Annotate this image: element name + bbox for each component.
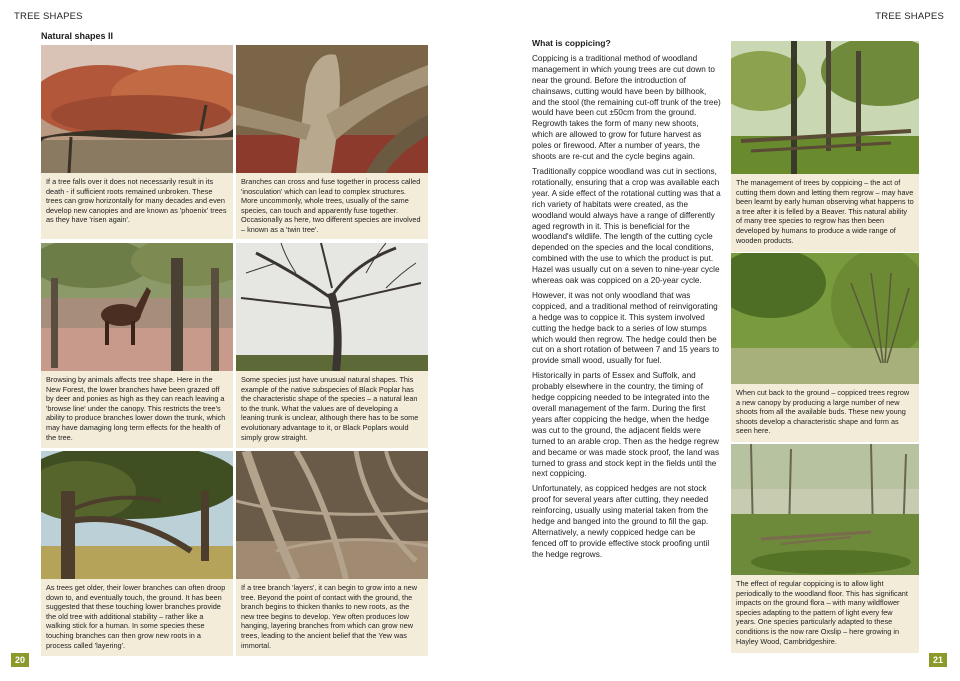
article-paragraph: Coppicing is a traditional method of woodland management in which young trees are cut down to near the ground. Before the introduction of chainsaws, cutting would have been by billhook, and the stool (the remaining cut-off trunk of the tree) would have been cut ±50cm from the ground. Regrowth takes the form of many new shoots, which are allowed to grow for future harvest as poles or firewood. After a number of years, the shoots are re-cut and the cycle begins again.	[532, 53, 721, 162]
caption-black-poplar: Some species just have unusual natural shapes. This example of the native subspecies of Black Poplar has the characteristic shape of the species – a natural lean to the trunk. What the values are of developing a leaning trunk is unclear, although there has to be some evolutionary advantage to it, or Black Poplars would simply grow straight.	[236, 371, 428, 448]
article-paragraph: Historically in parts of Essex and Suffolk, and probably elsewhere in the country, the timing of hedge coppicing needed to be integrated into the overall management of the farm. During the first years after coppicing the hedge, when the hedge was cut to the ground, the adjacent fields were turned to an arable crop. Then as the hedge regrew and became or was made stock proof, the land was turned to grass and stock kept in the fields until the next coppicing.	[532, 371, 720, 479]
photo-twin-tree	[236, 45, 428, 173]
running-header-right: TREE SHAPES	[875, 11, 944, 22]
photo-browse-line	[41, 243, 233, 371]
article-paragraph: However, it was not only woodland that was coppiced, and a traditional method of reinvigorating a hedge was to coppice it. This system involved cutting the hedge back to a series of low stumps which would then regrow. The hedge could then be cut on a short rotation of between 7 and 15 years to provide small wood, usually for fuel.	[532, 290, 720, 366]
caption-yew-layering: If a tree branch 'layers', it can begin to grow into a new tree. Beyond the point of contact with the ground, the branch begins to thicken thanks to new roots, as the new tree begins to develop. Yew often produces low hanging, layering branches from which can grow new trees, leading to the ancient belief that the Yew was immortal.	[236, 579, 428, 656]
article-paragraph: Traditionally coppice woodland was cut in sections, rotationally, ensuring that a crop was available each year. A side effect of the rotational cutting was that a rich variety of habitats were created, as the woodland would always have a range of differently aged regrowth in it. This is beneficial for the woodland's wildlife. The length of the cutting cycle depended on the species and the local conditions, combined with the use to which the product is put. Hazel was usually cut on a seven to nine-year cycle whereas oak was coppiced on a 20-year cycle.	[532, 166, 721, 286]
running-header-left: TREE SHAPES	[14, 11, 83, 22]
page-number-left: 20	[11, 653, 29, 667]
photo-drooping-branches	[41, 451, 233, 579]
article-paragraph: Unfortunately, as coppiced hedges are not stock proof for several years after cutting, they needed reinforcing, usually using material taken from the hedge and banged into the ground to fill the gap. Alternatively, a newly coppiced hedge can be fenced off to provide effective stock proofing until the hedge regrows.	[532, 484, 710, 559]
photo-woodland-floor	[731, 444, 919, 575]
photo-yew-layering	[236, 451, 428, 579]
caption-felled-trees: The management of trees by coppicing – the act of cutting them down and letting them regrow – may have been learnt by early human observing what happens to a tree after it is felled by a Beaver. This natural ability of many tree species to regrow has then been developed by humans to produce a wide range of wooden products.	[731, 174, 919, 252]
caption-coppice-regrowth: When cut back to the ground – coppiced trees regrow a new canopy by producing a large number of new shoots from all the available buds. These new young shoots develop a characteristic shape and form as seen here.	[731, 384, 919, 442]
caption-browse-line: Browsing by animals affects tree shape. Here in the New Forest, the lower branches have been grazed off by deer and ponies as high as they can reach leaving a 'browse line' under the canopy. This restricts the tree's ability to produce branches lower down the trunk, which may have damaging long term effects for the health of the tree.	[41, 371, 233, 448]
caption-phoenix-tree: If a tree falls over it does not necessarily result in its death - if sufficient roots remained unbroken. These trees can grow horizontally for many decades and even develop new canopies and are known as 'phoenix' trees as they have 'risen again'.	[41, 173, 233, 239]
photo-black-poplar	[236, 243, 428, 371]
photo-phoenix-tree	[41, 45, 233, 173]
coppicing-article	[532, 38, 721, 565]
photo-coppice-regrowth	[731, 253, 919, 384]
caption-twin-tree: Branches can cross and fuse together in process called 'inosculation' which can lead to complex structures. More uncommonly, whole trees, usually of the same species, can touch and apparently fuse together. Occasionally as here, two different species are involved – known as a 'twin tree'.	[236, 173, 428, 239]
photo-felled-trees	[731, 41, 919, 174]
page-number-right: 21	[929, 653, 947, 667]
caption-drooping-branches: As trees get older, their lower branches can often droop down to, and eventually touch, the ground. It has been suggested that these touching lower branches provide the old tree with additional stability – rather like a walking stick for a human. In some species these touching branches can then grow new roots in a process called 'layering'.	[41, 579, 233, 656]
article-title: What is coppicing?	[532, 38, 611, 48]
section-subheading: Natural shapes II	[41, 31, 114, 41]
caption-woodland-floor: The effect of regular coppicing is to allow light periodically to the woodland floor. This has significant impacts on the ground flora – with many wildflower species adapting to the pattern of light every few years. One species particularly adapted to these conditions is the now rare Oxslip – here growing in Hayley Wood, Cambridgeshire.	[731, 575, 919, 653]
